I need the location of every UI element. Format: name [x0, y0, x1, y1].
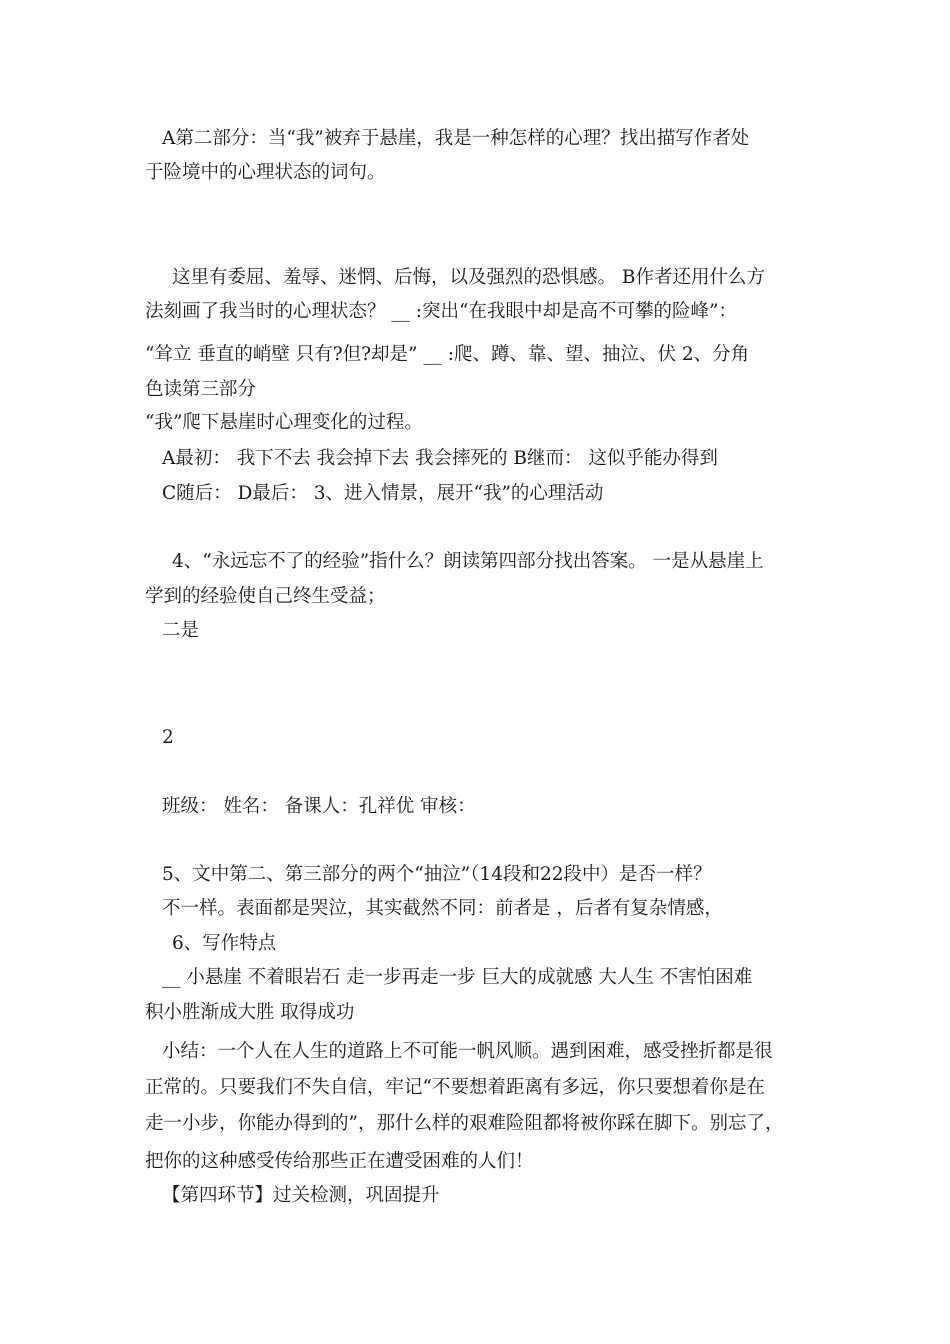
- text-line: A最初： 我下不去 我会掉下去 我会摔死的 B继而： 这似乎能办得到: [162, 448, 718, 469]
- text-line: 积小胜渐成大胜 取得成功: [145, 1002, 355, 1023]
- text-line: 学到的经验使自己终生受益；: [145, 586, 386, 607]
- text-line: 小结：一个人在人生的道路上不可能一帆风顺。遇到困难，感受挫折都是很: [162, 1041, 773, 1062]
- text-line: 这里有委屈、羞辱、迷惘、后悔，以及强烈的恐惧感。 B作者还用什么方: [172, 267, 765, 288]
- text-line: __ 小悬崖 不着眼岩石 走一步再走一步 巨大的成就感 大人生 不害怕困难: [162, 967, 753, 988]
- section-heading: 【第四环节】过关检测，巩固提升: [162, 1185, 440, 1206]
- text-line: 5、文中第二、第三部分的两个“抽泣”（14段和22段中）是否一样？: [162, 864, 712, 885]
- text-line: “耸立 垂直的峭壁 只有?但?却是” __ :爬、蹲、靠、望、抽泣、伏 2、分角: [145, 344, 750, 365]
- text-line: 于险境中的心理状态的词句。: [145, 162, 386, 183]
- text-line: 不一样。表面都是哭泣，其实截然不同：前者是 ，后者有复杂情感，: [162, 898, 723, 919]
- text-line: 6、写作特点: [172, 933, 277, 954]
- text-line: 法刻画了我当时的心理状态？ __ :突出“在我眼中却是高不可攀的险峰”：: [145, 301, 737, 322]
- text-line: 色读第三部分: [145, 379, 257, 400]
- text-line: 4、“永远忘不了的经验”指什么？朗读第四部分找出答案。 一是从悬崖上: [172, 551, 764, 572]
- page-number: 2: [162, 727, 174, 748]
- text-line: 班级： 姓名： 备课人：孔祥优 审核：: [162, 796, 476, 817]
- text-line: 把你的这种感受传给那些正在遭受困难的人们！: [145, 1151, 534, 1172]
- text-line: A第二部分：当“我”被弃于悬崖，我是一种怎样的心理？找出描写作者处: [162, 128, 750, 149]
- text-line: C随后： D最后： 3、进入情景，展开“我”的心理活动: [162, 483, 604, 504]
- text-line: “我”爬下悬崖时心理变化的过程。: [145, 412, 423, 433]
- text-line: 二是: [162, 620, 200, 641]
- text-line: 正常的。只要我们不失自信，牢记“不要想着距离有多远，你只要想着你是在: [145, 1077, 765, 1098]
- text-line: 走一小步，你能办得到的”，那什么样的艰难险阻都将被你踩在脚下。别忘了，: [145, 1113, 784, 1134]
